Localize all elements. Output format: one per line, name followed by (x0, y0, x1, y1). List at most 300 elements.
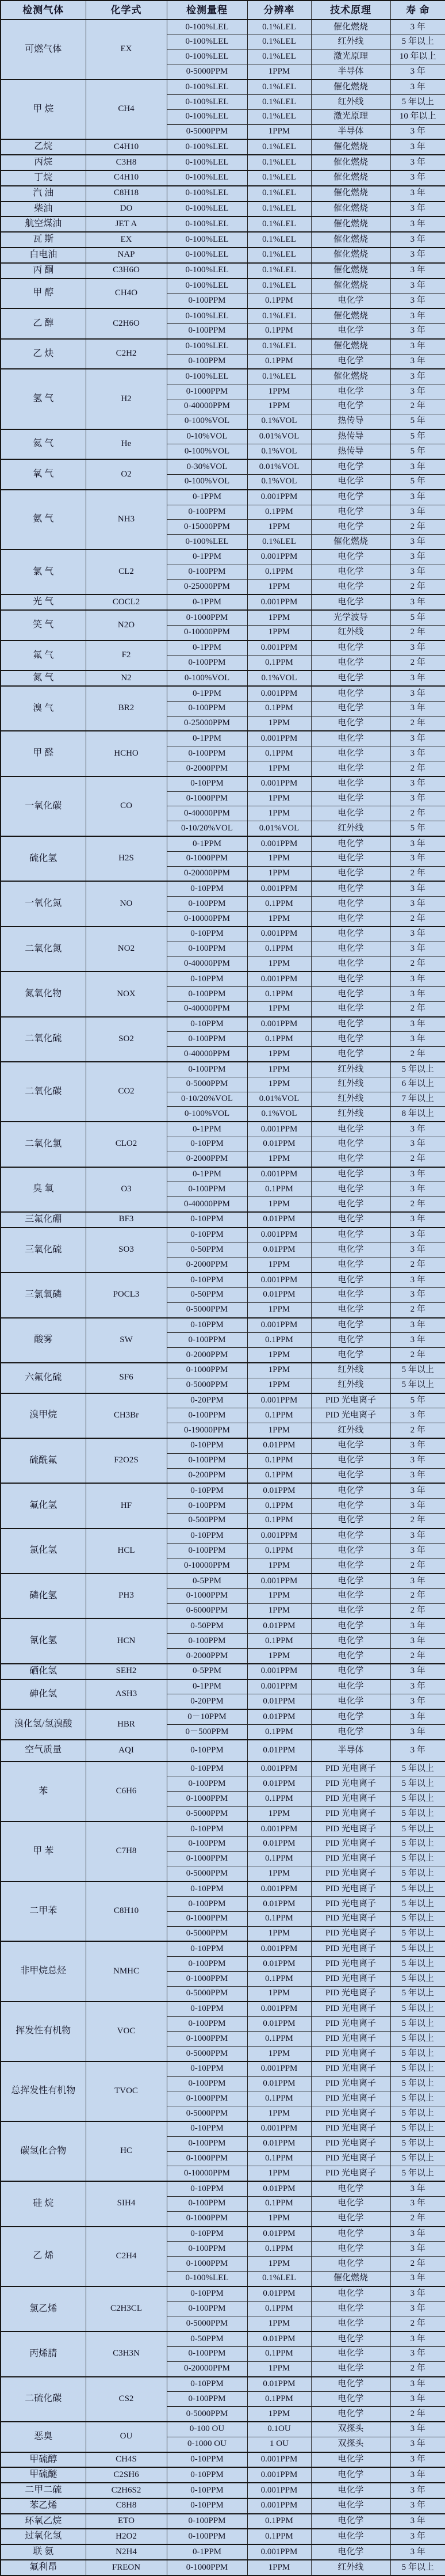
range-cell: 0-5000PPM (167, 1077, 247, 1092)
lifespan-cell: 3 年 (390, 323, 445, 338)
resolution-cell: 1PPM (247, 124, 311, 139)
lifespan-cell: 5 年以上 (390, 2032, 445, 2047)
lifespan-cell: 3 年 (390, 2483, 445, 2498)
spec-row (1, 155, 445, 170)
gas-formula-cell: H2 (86, 369, 167, 429)
gas-formula-cell: VOC (86, 2002, 167, 2061)
range-cell: 0-1000PPM (167, 1911, 247, 1926)
resolution-cell: 0.1%VOL (247, 414, 311, 429)
lifespan-cell: 3 年 (390, 2271, 445, 2286)
resolution-cell: 1PPM (247, 806, 311, 821)
range-cell: 0-1PPM (167, 731, 247, 746)
spec-row (1, 2467, 445, 2483)
range-cell: 0-100PPM (167, 897, 247, 912)
range-cell: 0-40000PPM (167, 1197, 247, 1212)
gas-formula-cell: SEH2 (86, 1664, 167, 1679)
resolution-cell: 0.1%LEL (247, 247, 311, 263)
resolution-cell: 0.01%VOL (247, 429, 311, 444)
resolution-cell: 1PPM (247, 1649, 311, 1664)
resolution-cell: 0.1%LEL (247, 79, 311, 94)
principle-cell: 电化学 (311, 1318, 390, 1333)
resolution-cell: 0.001PPM (247, 1228, 311, 1243)
resolution-cell: 0.001PPM (247, 2467, 311, 2483)
range-cell: 0-30%VOL (167, 459, 247, 474)
resolution-cell: 0.001PPM (247, 731, 311, 746)
lifespan-cell: 2 年 (390, 1423, 445, 1438)
resolution-cell: 1PPM (247, 2046, 311, 2061)
lifespan-cell: 2 年 (390, 866, 445, 881)
principle-cell: PID 光电离子 (311, 1866, 390, 1881)
spec-row (1, 836, 445, 851)
resolution-cell: 0.01PPM (247, 1287, 311, 1302)
principle-cell: 电化学 (311, 866, 390, 881)
gas-formula-cell: C2H2 (86, 339, 167, 369)
principle-cell: 电化学 (311, 2544, 390, 2560)
gas-formula-cell: C3H6O (86, 263, 167, 279)
range-cell: 0-5000PPM (167, 1378, 247, 1393)
principle-cell: 电化学 (311, 641, 390, 656)
range-cell: 0-100PPM (167, 2136, 247, 2151)
gas-name-cell: 溴化氢/氢溴酸 (1, 1709, 86, 1740)
principle-cell: 电化学 (311, 2498, 390, 2514)
principle-cell: 电化学 (311, 746, 390, 761)
spec-row (1, 2287, 445, 2301)
principle-cell: 电化学 (311, 1438, 390, 1453)
resolution-cell: 0.1PPM (247, 565, 311, 580)
range-cell: 0-1000PPM (167, 1972, 247, 1987)
resolution-cell: 0.1%LEL (247, 369, 311, 384)
lifespan-cell: 2 年 (390, 625, 445, 640)
range-cell: 0-1000PPM (167, 384, 247, 399)
gas-name-cell: 一氧化碳 (1, 776, 86, 836)
spec-row (1, 2181, 445, 2196)
resolution-cell: 0.1%LEL (247, 308, 311, 323)
resolution-cell: 0.1%VOL (247, 1107, 311, 1122)
spec-row (1, 1573, 445, 1588)
principle-cell: PID 光电离子 (311, 1941, 390, 1956)
resolution-cell: 1PPM (247, 399, 311, 414)
principle-cell: PID 光电离子 (311, 1807, 390, 1822)
gas-formula-cell: SF6 (86, 1363, 167, 1393)
lifespan-cell: 3 年 (390, 791, 445, 806)
spec-row (1, 459, 445, 474)
resolution-cell: 0.001PPM (247, 490, 311, 505)
gas-formula-cell: CS2 (86, 2377, 167, 2422)
gas-name-cell: 溴 气 (1, 686, 86, 731)
lifespan-cell: 2 年 (390, 2407, 445, 2422)
resolution-cell: 1PPM (247, 580, 311, 595)
spec-row (1, 686, 445, 701)
gas-name-cell: 氮氧化物 (1, 971, 86, 1016)
range-cell: 0-1PPM (167, 1167, 247, 1182)
gas-name-cell: 硫酰氟 (1, 1438, 86, 1483)
spec-row (1, 1881, 445, 1896)
principle-cell: 电化学 (311, 1544, 390, 1558)
principle-cell: 半导体 (311, 1740, 390, 1762)
gas-formula-cell: CH4 (86, 79, 167, 139)
range-cell: 0-1PPM (167, 595, 247, 610)
resolution-cell: 1PPM (247, 1062, 311, 1077)
gas-name-cell: 柴油 (1, 201, 86, 217)
range-cell: 0-100%VOL (167, 670, 247, 686)
principle-cell: 电化学 (311, 1152, 390, 1167)
lifespan-cell: 3 年 (390, 2346, 445, 2361)
lifespan-cell: 3 年 (390, 1694, 445, 1709)
lifespan-cell: 3 年 (390, 2227, 445, 2242)
resolution-cell: 0.001PPM (247, 1393, 311, 1408)
range-cell: 0-100%LEL (167, 232, 247, 247)
gas-formula-cell: F2 (86, 641, 167, 671)
resolution-cell: 0.01%VOL (247, 459, 311, 474)
range-cell: 0-100%LEL (167, 2271, 247, 2286)
range-cell: 0-100PPM (167, 2242, 247, 2257)
resolution-cell: 1PPM (247, 1558, 311, 1573)
principle-cell: 电化学 (311, 1348, 390, 1363)
range-cell: 0-10PPM (167, 881, 247, 896)
gas-name-cell: 总挥发性有机物 (1, 2061, 86, 2121)
principle-cell: 激光原理 (311, 109, 390, 124)
gas-formula-cell: O3 (86, 1167, 167, 1212)
range-cell: 0-20000PPM (167, 866, 247, 881)
lifespan-cell: 5 年以上 (390, 1836, 445, 1851)
spec-row (1, 595, 445, 610)
resolution-cell: 0.01PPM (247, 1957, 311, 1972)
lifespan-cell: 3 年 (390, 971, 445, 986)
lifespan-cell: 2 年 (390, 1257, 445, 1272)
resolution-cell: 0.1PPM (247, 354, 311, 369)
gas-formula-cell: C2H6O (86, 308, 167, 339)
resolution-cell: 0.1PPM (247, 987, 311, 1002)
range-cell: 0-100PPM (167, 1957, 247, 1972)
spec-row (1, 1167, 445, 1182)
range-cell: 0-100%LEL (167, 339, 247, 354)
lifespan-cell: 5 年以上 (390, 1777, 445, 1792)
resolution-cell: 1PPM (247, 64, 311, 79)
gas-formula-cell: POCL3 (86, 1272, 167, 1317)
lifespan-cell: 3 年 (390, 1634, 445, 1649)
resolution-cell: 0.01PPM (247, 1897, 311, 1912)
resolution-cell: 1PPM (247, 1348, 311, 1363)
lifespan-cell: 5 年以上 (390, 2061, 445, 2076)
lifespan-cell: 3 年 (390, 550, 445, 565)
principle-cell: 电化学 (311, 927, 390, 942)
range-cell: 0-100PPM (167, 1408, 247, 1423)
range-cell: 0-100%LEL (167, 535, 247, 550)
lifespan-cell: 5 年以上 (390, 1062, 445, 1077)
gas-formula-cell: F2O2S (86, 1438, 167, 1483)
gas-formula-cell: DO (86, 201, 167, 217)
resolution-cell: 0.1%VOL (247, 444, 311, 459)
resolution-cell: 1PPM (247, 1302, 311, 1317)
principle-cell: 电化学 (311, 2377, 390, 2392)
gas-formula-cell: N2 (86, 670, 167, 686)
principle-cell: 激光原理 (311, 49, 390, 64)
resolution-cell: 0.1%LEL (247, 2271, 311, 2286)
resolution-cell: 0.1PPM (247, 1634, 311, 1649)
principle-cell: 红外线 (311, 821, 390, 836)
lifespan-cell: 3 年 (390, 1287, 445, 1302)
principle-cell: PID 光电离子 (311, 2017, 390, 2032)
lifespan-cell: 3 年 (390, 1483, 445, 1498)
range-cell: 0-100PPM (167, 2196, 247, 2211)
lifespan-cell: 5 年以上 (390, 35, 445, 49)
principle-cell: 电化学 (311, 1573, 390, 1588)
range-cell: 0-1000PPM (167, 1792, 247, 1807)
principle-cell: PID 光电离子 (311, 1822, 390, 1836)
range-cell: 0-100PPM (167, 942, 247, 957)
principle-cell: 电化学 (311, 1603, 390, 1618)
lifespan-cell: 5 年以上 (390, 1851, 445, 1866)
principle-cell: 电化学 (311, 1212, 390, 1228)
resolution-cell: 0.01PPM (247, 1709, 311, 1724)
lifespan-cell: 2 年 (390, 1588, 445, 1603)
lifespan-cell: 3 年 (390, 247, 445, 263)
resolution-cell: 1PPM (247, 1152, 311, 1167)
range-cell: 0-100%LEL (167, 155, 247, 170)
range-cell: 0-10PPM (167, 2467, 247, 2483)
lifespan-cell: 3 年 (390, 641, 445, 656)
gas-name-cell: 氯乙烯 (1, 2287, 86, 2331)
lifespan-cell: 2 年 (390, 1302, 445, 1317)
gas-name-cell: 乙 炔 (1, 339, 86, 369)
spec-row (1, 279, 445, 294)
resolution-cell: 0.1PPM (247, 701, 311, 716)
lifespan-cell: 5 年以上 (390, 1762, 445, 1777)
principle-cell: 电化学 (311, 2529, 390, 2544)
gas-name-cell: 磷化氢 (1, 1573, 86, 1618)
spec-row (1, 881, 445, 896)
range-cell: 0-100PPM (167, 505, 247, 520)
range-cell: 0-100PPM (167, 1062, 247, 1077)
column-header-5: 寿 命 (390, 1, 445, 20)
range-cell: 0-50PPM (167, 1243, 247, 1257)
spec-row (1, 1941, 445, 1956)
range-cell: 0-100 OU (167, 2422, 247, 2437)
principle-cell: 电化学 (311, 806, 390, 821)
principle-cell: 电化学 (311, 2316, 390, 2331)
range-cell: 0-1PPM (167, 550, 247, 565)
principle-cell: 电化学 (311, 2361, 390, 2376)
principle-cell: 电化学 (311, 474, 390, 489)
principle-cell: PID 光电离子 (311, 1792, 390, 1807)
lifespan-cell: 3 年 (390, 1740, 445, 1762)
resolution-cell: 1PPM (247, 2257, 311, 2272)
principle-cell: 半导体 (311, 64, 390, 79)
resolution-cell: 0.001PPM (247, 1679, 311, 1694)
resolution-cell: 1PPM (247, 610, 311, 625)
range-cell: 0-100%LEL (167, 170, 247, 186)
principle-cell: 电化学 (311, 490, 390, 505)
gas-name-cell: 三氧化硫 (1, 1228, 86, 1272)
spec-row (1, 170, 445, 186)
resolution-cell: 0.1PPM (247, 2091, 311, 2106)
gas-name-cell: 硅 烷 (1, 2181, 86, 2226)
gas-name-cell: 苯乙烯 (1, 2498, 86, 2514)
resolution-cell: 0.01PPM (247, 1618, 311, 1633)
lifespan-cell: 2 年 (390, 2257, 445, 2272)
spec-row (1, 1483, 445, 1498)
principle-cell: 电化学 (311, 942, 390, 957)
resolution-cell: 1PPM (247, 761, 311, 776)
lifespan-cell: 3 年 (390, 1725, 445, 1740)
principle-cell: 电化学 (311, 354, 390, 369)
lifespan-cell: 3 年 (390, 1032, 445, 1047)
range-cell: 0-50PPM (167, 1618, 247, 1633)
resolution-cell: 1PPM (247, 2106, 311, 2121)
lifespan-cell: 3 年 (390, 459, 445, 474)
range-cell: 0-10PPM (167, 2452, 247, 2468)
range-cell: 0-100%LEL (167, 279, 247, 294)
resolution-cell: 0.001PPM (247, 2002, 311, 2017)
range-cell: 0-100%LEL (167, 79, 247, 94)
principle-cell: 红外线 (311, 625, 390, 640)
range-cell: 0-10/20%VOL (167, 1092, 247, 1107)
principle-cell: PID 光电离子 (311, 2076, 390, 2091)
resolution-cell: 0.01PPM (247, 2136, 311, 2151)
spec-row (1, 429, 445, 444)
resolution-cell: 1PPM (247, 1866, 311, 1881)
range-cell: 0-1000PPM (167, 2257, 247, 2272)
lifespan-cell: 5 年 (390, 821, 445, 836)
lifespan-cell: 5 年以上 (390, 1363, 445, 1378)
gas-formula-cell: H2O2 (86, 2529, 167, 2544)
range-cell: 0-100%LEL (167, 369, 247, 384)
principle-cell: 电化学 (311, 1032, 390, 1047)
range-cell: 0-100PPM (167, 2017, 247, 2032)
lifespan-cell: 5 年以上 (390, 1986, 445, 2001)
principle-cell: 电化学 (311, 1529, 390, 1544)
resolution-cell: 1PPM (247, 2407, 311, 2422)
range-cell: 0-100%LEL (167, 201, 247, 217)
gas-name-cell: 甲 苯 (1, 1822, 86, 1881)
range-cell: 0-100PPM (167, 354, 247, 369)
resolution-cell: 0.1%LEL (247, 139, 311, 155)
gas-name-cell: 甲 醇 (1, 279, 86, 309)
lifespan-cell: 5 年以上 (390, 2091, 445, 2106)
range-cell: 0-10PPM (167, 1881, 247, 1896)
principle-cell: 红外线 (311, 35, 390, 49)
resolution-cell: 0.1%VOL (247, 670, 311, 686)
principle-cell: 双探头 (311, 2422, 390, 2437)
resolution-cell: 0.001PPM (247, 1941, 311, 1956)
range-cell: 0-100%LEL (167, 247, 247, 263)
principle-cell: 电化学 (311, 580, 390, 595)
range-cell: 0-100PPM (167, 294, 247, 308)
lifespan-cell: 3 年 (390, 836, 445, 851)
principle-cell: 电化学 (311, 957, 390, 971)
lifespan-cell: 3 年 (390, 1122, 445, 1137)
principle-cell: 热传导 (311, 429, 390, 444)
range-cell: 0-10PPM (167, 1137, 247, 1152)
resolution-cell: 0.1PPM (247, 1911, 311, 1926)
lifespan-cell: 3 年 (390, 1544, 445, 1558)
principle-cell: 热传导 (311, 414, 390, 429)
gas-name-cell: 二氧化碳 (1, 1062, 86, 1122)
lifespan-cell: 3 年 (390, 2422, 445, 2437)
resolution-cell: 0.1%LEL (247, 216, 311, 232)
spec-row (1, 1272, 445, 1287)
principle-cell: PID 光电离子 (311, 2091, 390, 2106)
range-cell: 0-10000PPM (167, 625, 247, 640)
lifespan-cell: 2 年 (390, 2211, 445, 2226)
principle-cell: PID 光电离子 (311, 1836, 390, 1851)
resolution-cell: 0.1PPM (247, 942, 311, 957)
gas-formula-cell: C4H10 (86, 139, 167, 155)
resolution-cell: 0.01PPM (247, 2076, 311, 2091)
gas-name-cell: 苯 (1, 1762, 86, 1822)
gas-name-cell: 氯化氢 (1, 1529, 86, 1573)
range-cell: 0-1000PPM (167, 851, 247, 866)
lifespan-cell: 3 年 (390, 2331, 445, 2346)
range-cell: 0-10PPM (167, 1017, 247, 1032)
resolution-cell: 0.1%LEL (247, 201, 311, 217)
range-cell: 0-10PPM (167, 1740, 247, 1762)
lifespan-cell: 10 年以上 (390, 49, 445, 64)
range-cell: 0-10PPM (167, 1212, 247, 1228)
gas-formula-cell: N2O (86, 610, 167, 641)
range-cell: 0-1PPM (167, 2544, 247, 2560)
lifespan-cell: 3 年 (390, 1709, 445, 1724)
range-cell: 0-20PPM (167, 1694, 247, 1709)
lifespan-cell: 3 年 (390, 1167, 445, 1182)
lifespan-cell: 3 年 (390, 2514, 445, 2529)
lifespan-cell: 2 年 (390, 912, 445, 927)
lifespan-cell: 5 年以上 (390, 1866, 445, 1881)
resolution-cell: 0.1PPM (247, 1453, 311, 1468)
resolution-cell: 0.1PPM (247, 746, 311, 761)
gas-name-cell: 白电油 (1, 247, 86, 263)
lifespan-cell: 7 年以上 (390, 1092, 445, 1107)
resolution-cell: 0.001PPM (247, 2121, 311, 2136)
gas-formula-cell: CO2 (86, 1062, 167, 1122)
gas-name-cell: 氯 气 (1, 550, 86, 595)
resolution-cell: 1PPM (247, 1047, 311, 1062)
principle-cell: 电化学 (311, 2196, 390, 2211)
range-cell: 0-20000PPM (167, 2361, 247, 2376)
gas-formula-cell: JET A (86, 216, 167, 232)
range-cell: 0-1PPM (167, 1122, 247, 1137)
range-cell: 0-2000PPM (167, 761, 247, 776)
principle-cell: 红外线 (311, 1378, 390, 1393)
range-cell: 0－500PPM (167, 1725, 247, 1740)
resolution-cell: 0.001PPM (247, 1573, 311, 1588)
principle-cell: 红外线 (311, 1092, 390, 1107)
principle-cell: 电化学 (311, 2514, 390, 2529)
spec-row (1, 2529, 445, 2544)
range-cell: 0-100PPM (167, 701, 247, 716)
resolution-cell: 0.001PPM (247, 1122, 311, 1137)
gas-name-cell: 三氯氧磷 (1, 1272, 86, 1317)
gas-name-cell: 二硫化碳 (1, 2377, 86, 2422)
resolution-cell: 0.01PPM (247, 1483, 311, 1498)
gas-formula-cell: C7H8 (86, 1822, 167, 1881)
spec-row (1, 186, 445, 201)
range-cell: 0-10PPM (167, 1822, 247, 1836)
resolution-cell: 0.001PPM (247, 1762, 311, 1777)
lifespan-cell: 5 年以上 (390, 1792, 445, 1807)
resolution-cell: 0.01PPM (247, 2377, 311, 2392)
spec-row (1, 2560, 445, 2575)
gas-name-cell: 硒化氢 (1, 1664, 86, 1679)
spec-row (1, 971, 445, 986)
lifespan-cell: 3 年 (390, 2437, 445, 2452)
resolution-cell: 0.1%LEL (247, 279, 311, 294)
principle-cell: PID 光电离子 (311, 1851, 390, 1866)
lifespan-cell: 3 年 (390, 1017, 445, 1032)
principle-cell: 光学波导 (311, 610, 390, 625)
spec-row (1, 1228, 445, 1243)
resolution-cell: 0.1PPM (247, 323, 311, 338)
